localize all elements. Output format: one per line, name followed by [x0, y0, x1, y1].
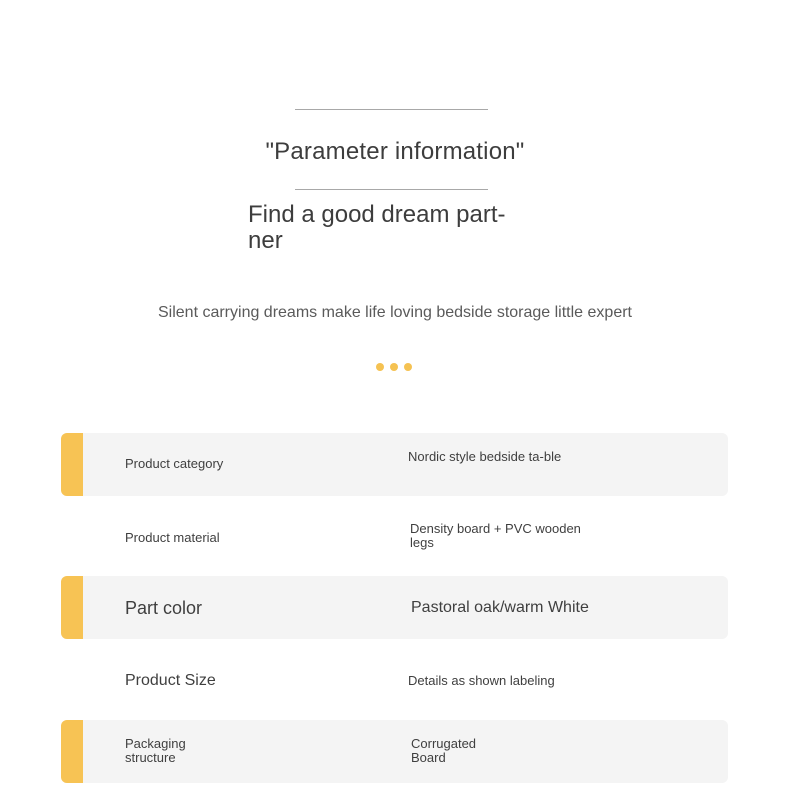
param-label: Packaging structure [125, 736, 186, 765]
row-accent-bar [61, 576, 83, 639]
dot [404, 363, 412, 371]
param-value: Nordic style bedside ta-ble [408, 449, 562, 464]
param-value: Details as shown labeling [408, 673, 555, 688]
param-row-size [61, 650, 728, 713]
param-value: Corrugated Board [411, 736, 477, 765]
param-value: Density board + PVC wooden legs [410, 521, 581, 550]
tagline: Silent carrying dreams make life loving bedside storage little expert [157, 304, 632, 321]
dot [390, 363, 398, 371]
dots-ornament [376, 363, 412, 371]
row-accent-bar [61, 433, 83, 496]
top-divider [295, 109, 488, 110]
dot [376, 363, 384, 371]
param-value: Pastoral oak/warm White [411, 599, 589, 616]
param-label: Part color [125, 598, 203, 618]
param-row-material [61, 506, 728, 569]
param-row-category [61, 433, 728, 496]
param-label: Product material [125, 530, 220, 545]
param-row-packaging [61, 720, 728, 783]
section-subtitle: Find a good dream part-ner [248, 201, 506, 254]
bottom-divider [295, 189, 488, 190]
row-accent-bar [61, 720, 83, 783]
param-label: Product category [125, 456, 224, 471]
section-title: "Parameter information" [265, 138, 525, 165]
param-label: Product Size [125, 672, 216, 689]
param-row-color [61, 576, 728, 639]
